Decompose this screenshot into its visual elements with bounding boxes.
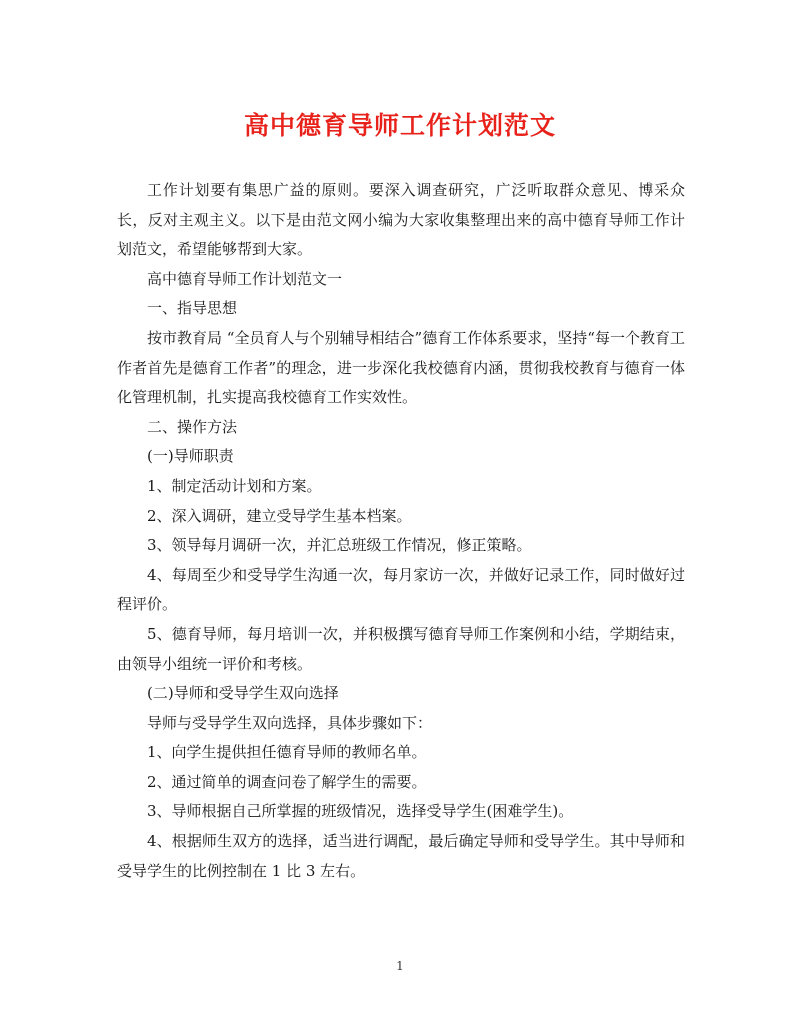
subheading: 一、指导思想 [147, 299, 238, 318]
list-item: 2、深入调研，建立受导学生基本档案。 [147, 506, 412, 525]
intro-paragraph: 工作计划要有集思广益的原则。要深入调查研究，广泛听取群众意见、博采众长，反对主观主义。以下是由范文网小编为大家收集整理出来的高中德育导师工作计划范文，希望能够帮到大家。 [117, 181, 685, 259]
page-number: 1 [396, 959, 404, 973]
subheading: (一)导师职责 [147, 447, 234, 466]
list-item: 5、德育导师，每月培训一次，并积极撰写德育导师工作案例和小结，学期结束，由领导小组统一评价和考核。 [117, 624, 685, 673]
paragraph: 导师与受导学生双向选择，具体步骤如下： [147, 713, 433, 732]
list-item: 2、通过简单的调查问卷了解学生的需要。 [147, 772, 427, 791]
subheading: 二、操作方法 [147, 417, 238, 436]
list-item: 4、根据师生双方的选择，适当进行调配，最后确定导师和受导学生。其中导师和受导学生的比例控制在 1 比 3 左右。 [117, 832, 685, 880]
list-item: 3、导师根据自己所掌握的班级情况，选择受导学生(困难学生)。 [147, 802, 574, 821]
list-item: 3、领导每月调研一次，并汇总班级工作情况，修正策略。 [147, 536, 532, 555]
list-item: 1、制定活动计划和方案。 [147, 476, 322, 495]
document-body [117, 176, 685, 886]
subheading: (二)导师和受导学生双向选择 [147, 684, 339, 703]
paragraph: 按市教育局 “全员育人与个别辅导相结合”德育工作体系要求，坚持“每一个教育工作者首先是德育工作者”的理念，进一步深化我校德育内涵，贯彻我校教育与德育一体化管理机制，扎实提高我校德育工作实效性。 [117, 328, 685, 407]
section-heading: 高中德育导师工作计划范文一 [147, 269, 343, 288]
list-item: 1、向学生提供担任德育导师的教师名单。 [147, 743, 427, 762]
document-title: 高中德育导师工作计划范文 [243, 111, 556, 140]
list-item: 4、每周至少和受导学生沟通一次，每月家访一次，并做好记录工作，同时做好过程评价。 [117, 565, 685, 614]
